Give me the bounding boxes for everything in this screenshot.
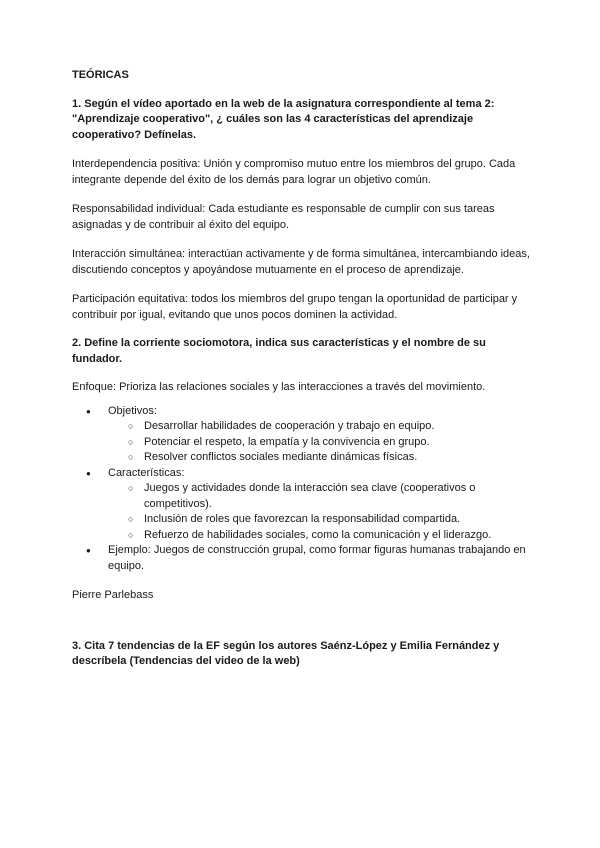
- sublist-item: ○ Refuerzo de habilidades sociales, como la comunicación y el liderazgo.: [108, 528, 532, 544]
- list-item: [72, 404, 532, 466]
- question-1-heading: 1. Según el vídeo aportado en la web de la asignatura correspondiente al tema 2: "Aprendizaje cooperativo", ¿ cuáles son las 4 características del aprendizaje cooperativo? Defínelas.: [72, 97, 495, 141]
- list-item: ● Ejemplo: Juegos de construcción grupal, como formar figuras humanas trabajando en equipo.: [72, 543, 532, 574]
- sublist-item: ○ Desarrollar habilidades de cooperación y trabajo en equipo.: [108, 419, 532, 435]
- section-title: TEÓRICAS: [72, 69, 129, 81]
- caracteristicas-sublist: [108, 481, 532, 543]
- question-2-heading: 2. Define la corriente sociomotora, indica sus características y el nombre de su fundador.: [72, 337, 486, 365]
- objetivos-sublist: [108, 419, 532, 466]
- objetivos-label: Objetivos:: [108, 404, 157, 417]
- document-page: [72, 68, 532, 670]
- answer-1-item-2: Responsabilidad individual: Cada estudiante es responsable de cumplir con sus tareas asignadas y de contribuir al éxito del equipo.: [72, 203, 495, 231]
- sublist-item: ○ Potenciar el respeto, la empatía y la convivencia en grupo.: [108, 435, 532, 451]
- sublist-item: ○ Inclusión de roles que favorezcan la responsabilidad compartida.: [108, 512, 532, 528]
- answer-2-bullet-list: [72, 404, 532, 575]
- question-3-heading: 3. Cita 7 tendencias de la EF según los autores Saénz-López y Emilia Fernández y descríbela (Tendencias del video de la web): [72, 639, 500, 667]
- answer-2-enfoque: Enfoque: Prioriza las relaciones sociales y las interacciones a través del movimiento.: [72, 381, 486, 393]
- answer-2-founder: Pierre Parlebass: [72, 589, 154, 601]
- caracteristicas-label: Características:: [108, 466, 185, 479]
- answer-1-item-4: Participación equitativa: todos los miembros del grupo tengan la oportunidad de participar y contribuir por igual, evitando que unos pocos dominen la actividad.: [72, 293, 518, 321]
- answer-1-item-1: Interdependencia positiva: Unión y compromiso mutuo entre los miembros del grupo. Cada integrante depende del éxito de los demás para lograr un objetivo común.: [72, 158, 516, 186]
- sublist-item: ○ Resolver conflictos sociales mediante dinámicas físicas.: [108, 450, 532, 466]
- answer-1-item-3: Interacción simultánea: interactúan activamente y de forma simultánea, intercambiando ideas, discutiendo conceptos y apoyándose mutuamente en el proceso de aprendizaje.: [72, 248, 530, 276]
- sublist-item: ○ Juegos y actividades donde la interacción sea clave (cooperativos o competitivos).: [108, 481, 532, 512]
- list-item: [72, 466, 532, 544]
